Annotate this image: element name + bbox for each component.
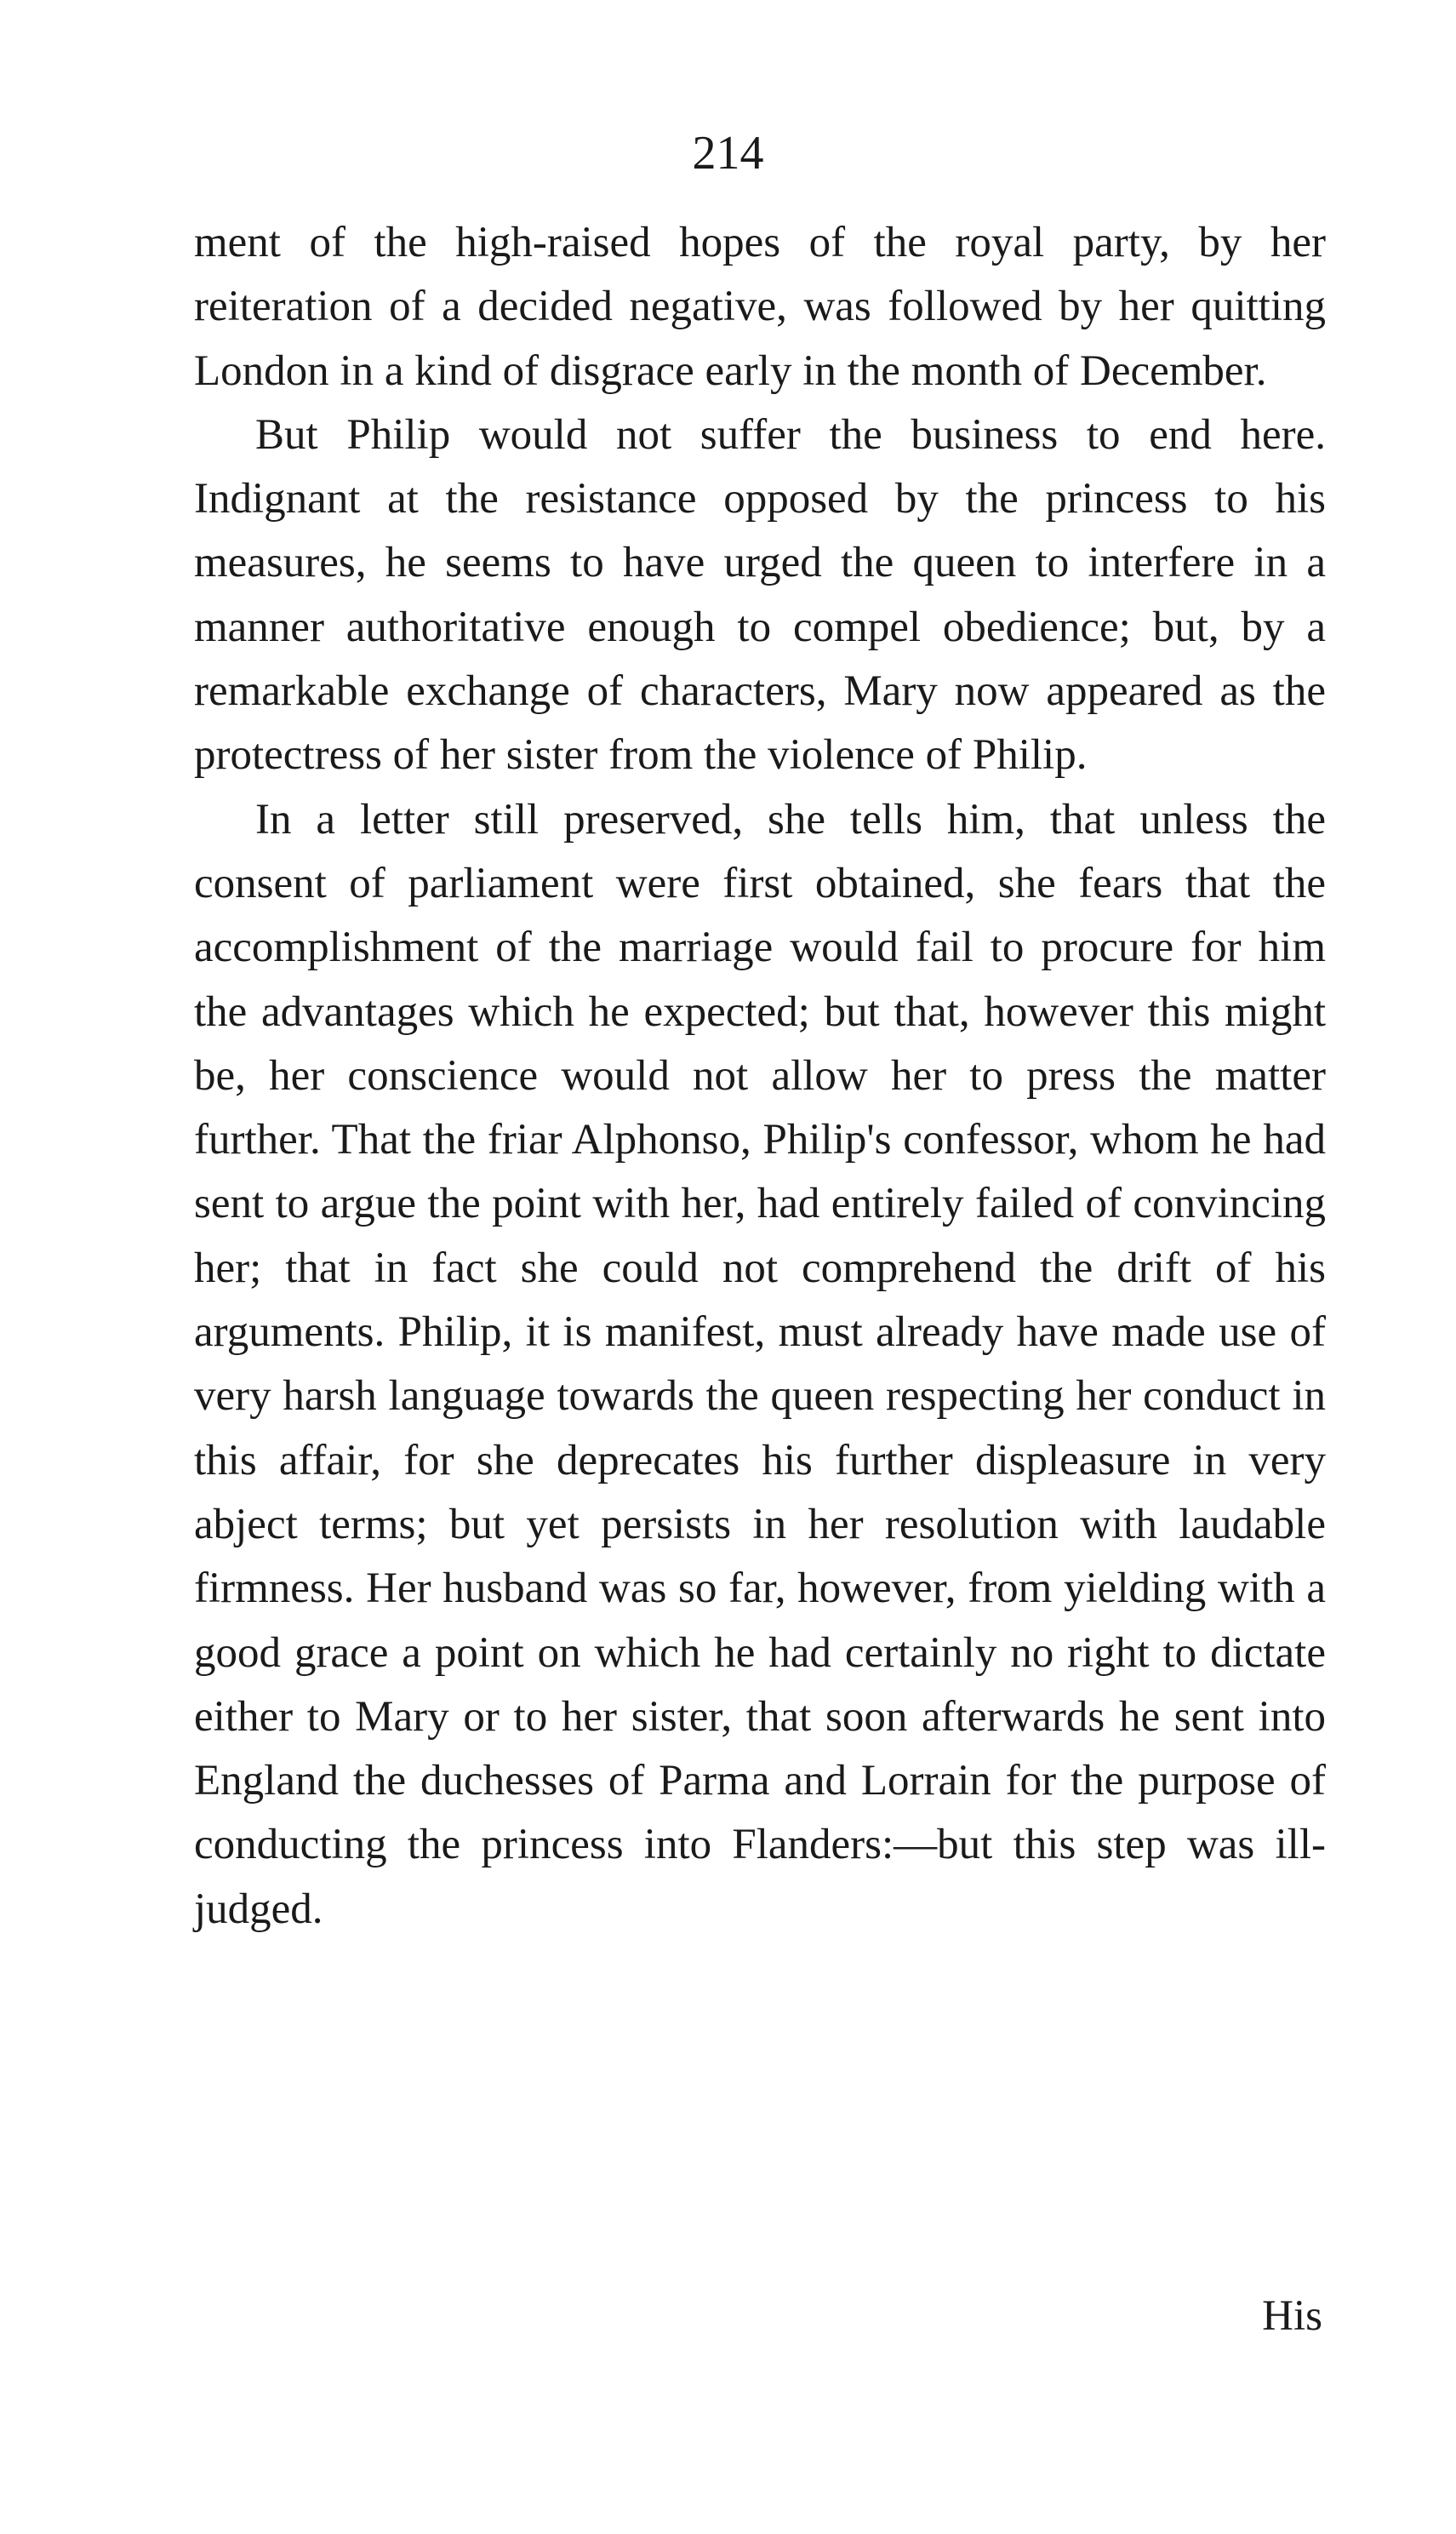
paragraph-continuation: ment of the high-raised hopes of the royal party, by her reiteration of a decided negative, was followed by her quitting London in a kind of disgrace early in the month of December. — [194, 219, 1326, 395]
paragraph-philip-insists: But Philip would not suffer the business to end here. Indignant at the resistance opposed by the princess to his measures, he seems to have urged the queen to interfere in a manner authoritative enough to compel obedience; but, by a remarkable exchange of characters, Mary now appeared as the protectress of her sister from the violence of Philip. — [194, 410, 1326, 780]
catchword: His — [1262, 2292, 1322, 2340]
page-number: 214 — [692, 127, 764, 180]
paragraph-queen-letter: In a letter still preserved, she tells him, that unless the consent of parliament were first obtained, she fears that the accomplishment of the marriage would fail to procure for him the advantages which he expected; but that, however this might be, her conscience would not allow her to press the matter further. That the friar Alphonso, Philip's confessor, whom he had sent to argue the point with her, had entirely failed of convincing her; that in fact she could not comprehend the drift of his arguments. Philip, it is manifest, must already have made use of very harsh language towards the queen respecting her conduct in this affair, for she deprecates his further displeasure in very abject terms; but yet persists in her resolution with laudable firmness. Her husband was so far, however, from yielding with a good grace a point on which he had certainly no right to dictate either to Mary or to her sister, that soon afterwards he sent into England the duchesses of Parma and Lorrain for the purpose of conducting the princess into Flanders:—but this step was ill-judged. — [194, 795, 1326, 1933]
body-text — [194, 211, 1326, 1942]
